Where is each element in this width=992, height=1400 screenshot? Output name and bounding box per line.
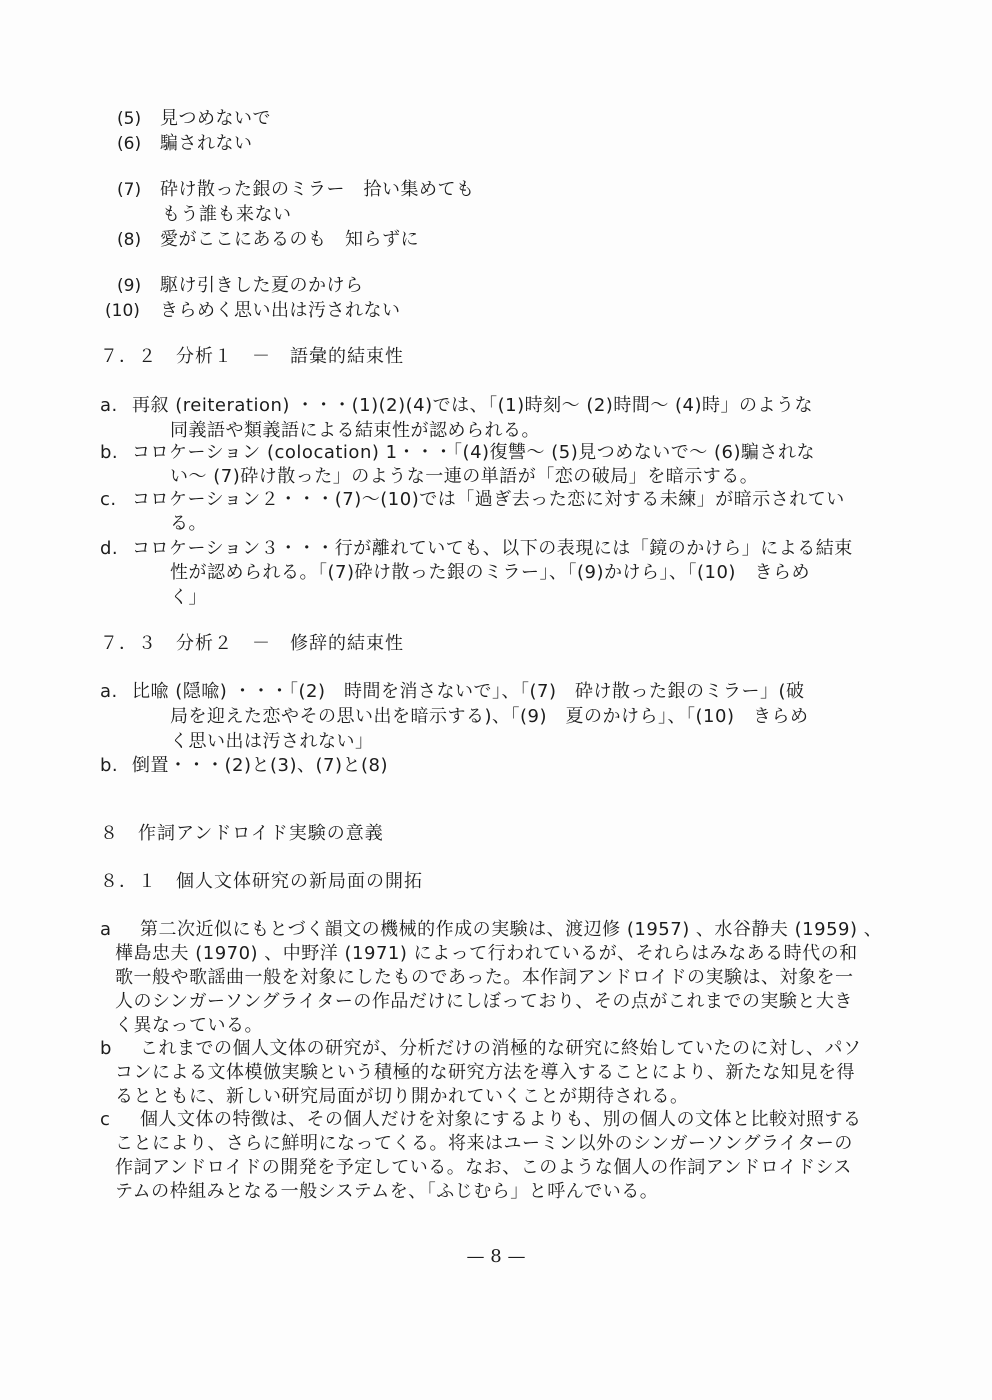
item-line: 性が認められる。「(7)砕け散った銀のミラー」、「(9)かけら」、「(10) きらめ (170, 562, 810, 583)
lyric-number: (9) (117, 276, 142, 296)
lyric-number: (6) (117, 134, 142, 154)
item-line: これまでの個人文体の研究が、分析だけの消極的な研究に終始していたのに対し、パソ (140, 1038, 862, 1059)
lyric-line: 愛がここにあるのも 知らずに (160, 229, 419, 250)
item-line: 比喩 (隠喩) ・・・「(2) 時間を消さないで」、「(7) 砕け散った銀のミラー」(破 (132, 681, 805, 702)
item-line: 倒置・・・(2)と(3)、(7)と(8) (132, 755, 388, 776)
item-line: 局を迎えた恋やその思い出を暗示する)、「(9) 夏のかけら」、「(10) きらめ (170, 706, 809, 727)
item-line: コロケーション (colocation) 1・・・「(4)復讐～ (5)見つめないで～ (6)騙されな (132, 442, 815, 463)
lyric-number: (8) (117, 230, 142, 250)
section-heading: ８．１ 個人文体研究の新局面の開拓 (100, 871, 423, 892)
item-line: 個人文体の特徴は、その個人だけを対象にするよりも、別の個人の文体と比較対照する (140, 1109, 862, 1130)
lyric-line: 砕け散った銀のミラー 拾い集めても (160, 179, 475, 200)
section-heading: ７．２ 分析１ － 語彙的結束性 (100, 346, 404, 367)
item-line: 作詞アンドロイドの開発を予定している。なお、このような個人の作詞アンドロイドシス (115, 1157, 852, 1178)
item-line: く」 (170, 587, 207, 608)
item-label: a. (100, 395, 118, 416)
lyric-line: きらめく思い出は汚されない (160, 300, 401, 321)
item-label: c. (100, 489, 117, 510)
item-line: コンによる文体模倣実験という積極的な研究方法を導入することにより、新たな知見を得 (115, 1062, 855, 1083)
item-line: コロケーション３・・・行が離れていても、以下の表現には「鏡のかけら」による結束 (132, 538, 853, 559)
item-line: く異なっている。 (115, 1015, 263, 1036)
item-label: d. (100, 538, 119, 559)
item-line: 再叙 (reiteration) ・・・(1)(2)(4)では、「(1)時刻～ (2)時間～ (4)時」のような (132, 395, 814, 416)
item-line: テムの枠組みとなる一般システムを、「ふじむら」と呼んでいる。 (115, 1181, 659, 1202)
item-line: る。 (170, 513, 207, 534)
item-line: 歌一般や歌謡曲一般を対象にしたものであった。本作詞アンドロイドの実験は、対象を一 (115, 967, 854, 988)
lyric-number: (10) (105, 301, 140, 321)
lyric-line: 騙されない (160, 133, 253, 154)
item-line: い～ (7)砕け散った」のような一連の単語が「恋の破局」を暗示する。 (170, 466, 759, 487)
chapter-heading: ８ 作詞アンドロイド実験の意義 (100, 823, 384, 844)
item-label: a. (100, 681, 118, 702)
lyric-number: (7) (117, 180, 142, 200)
item-label: b. (100, 755, 119, 776)
item-line: ことにより、さらに鮮明になってくる。将来はユーミン以外のシンガーソングライターの (115, 1133, 853, 1154)
item-label: b. (100, 442, 119, 463)
item-label: b (100, 1038, 112, 1059)
lyric-line: もう誰も来ない (162, 204, 292, 225)
lyric-line: 駆け引きした夏のかけら (160, 275, 364, 296)
item-label: c (100, 1109, 111, 1130)
item-label: a (100, 919, 112, 940)
item-line: 同義語や類義語による結束性が認められる。 (170, 420, 540, 441)
item-line: るとともに、新しい研究局面が切り開かれていくことが期待される。 (115, 1086, 689, 1107)
item-line: 第二次近似にもとづく韻文の機械的作成の実験は、渡辺修 (1957) 、水谷静夫 (1959) 、 (140, 919, 883, 940)
item-line: 人のシンガーソングライターの作品だけにしぼっており、その点がこれまでの実験と大き (115, 991, 853, 1012)
item-line: 樺島忠夫 (1970) 、中野洋 (1971) によって行われているが、それらはみなある時代の和 (115, 943, 858, 964)
lyric-line: 見つめないで (160, 108, 271, 129)
item-line: コロケーション２・・・(7)～(10)では「過ぎ去った恋に対する未練」が暗示されてい (132, 489, 845, 510)
page-number: — 8 — (466, 1246, 526, 1267)
section-heading: ７．３ 分析２ － 修辞的結束性 (100, 633, 404, 654)
lyric-number: (5) (117, 109, 142, 129)
item-line: く思い出は汚されない」 (170, 731, 374, 752)
